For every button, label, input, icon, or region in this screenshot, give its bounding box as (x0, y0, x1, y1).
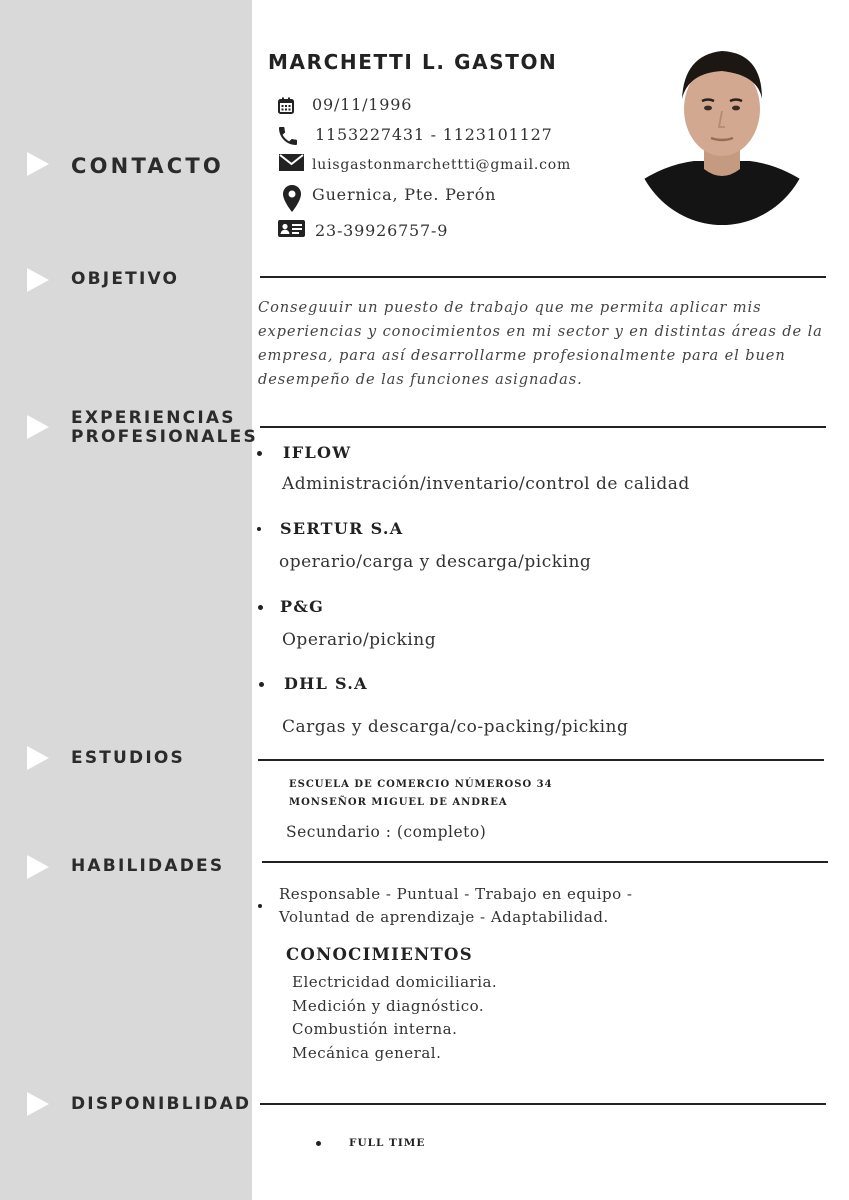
experience-company: DHL S.A (284, 674, 368, 693)
section-arrow-icon (27, 1092, 49, 1116)
experience-company: P&G (280, 597, 325, 616)
knowledge-item: Electricidad domiciliaria. (292, 973, 498, 991)
section-title-studies: ESTUDIOS (71, 748, 185, 768)
location-pin-icon (281, 184, 307, 208)
knowledge-item: Mecánica general. (292, 1044, 442, 1062)
divider (258, 759, 824, 761)
bullet (258, 605, 263, 610)
experience-company: IFLOW (283, 443, 352, 462)
divider (260, 1103, 826, 1105)
school-name-2: MONSEÑOR MIGUEL DE ANDREA (289, 797, 508, 808)
skills-line: Voluntad de aprendizaje - Adaptabilidad. (279, 908, 609, 926)
experience-role: Operario/picking (282, 630, 437, 650)
bullet (257, 527, 261, 531)
bullet (316, 1141, 321, 1146)
study-level: Secundario : (completo) (286, 823, 487, 841)
section-title-skills: HABILIDADES (71, 856, 225, 876)
experience-role: Cargas y descarga/co-packing/picking (282, 717, 629, 737)
calendar-icon (276, 95, 302, 119)
divider (262, 861, 828, 863)
envelope-icon (278, 153, 304, 177)
contact-email: luisgastonmarchettti@gmail.com (312, 157, 572, 173)
section-arrow-icon (27, 415, 49, 439)
knowledge-item: Combustión interna. (292, 1020, 458, 1038)
candidate-name: MARCHETTI L. GASTON (268, 50, 558, 74)
school-name: ESCUELA DE COMERCIO NÚMEROSO 34 (289, 779, 553, 790)
section-arrow-icon (27, 268, 49, 292)
contact-location: Guernica, Pte. Perón (312, 185, 497, 204)
section-arrow-icon (27, 746, 49, 770)
bullet (257, 451, 262, 456)
section-title-contact: CONTACTO (71, 154, 224, 178)
knowledge-title: CONOCIMIENTOS (286, 945, 473, 964)
objective-text: Conseguuir un puesto de trabajo que me permita aplicar mis experiencias y conocimientos en mi sector y en distintas áreas de la empresa, para así desarrollarme profesionalmente para el buen desempeño de las funciones asignadas. (258, 299, 823, 388)
contact-birthdate: 09/11/1996 (312, 95, 413, 114)
bullet (259, 682, 264, 687)
experience-role: Administración/inventario/control de calidad (282, 474, 690, 494)
experience-company: SERTUR S.A (280, 519, 404, 538)
section-title-experience-1: EXPERIENCIAS (71, 408, 236, 428)
divider (260, 426, 826, 428)
section-arrow-icon (27, 855, 49, 879)
availability-value: FULL TIME (349, 1137, 426, 1149)
section-arrow-icon (27, 152, 49, 176)
experience-role: operario/carga y descarga/picking (279, 552, 592, 572)
divider (260, 276, 826, 278)
bullet (258, 904, 262, 908)
section-title-experience-2: PROFESIONALES (71, 427, 258, 447)
contact-id-number: 23-39926757-9 (315, 221, 449, 240)
section-title-availability: DISPONIBLIDAD (71, 1094, 252, 1114)
id-card-icon (277, 219, 303, 243)
section-title-objective: OBJETIVO (71, 269, 180, 289)
sidebar (0, 0, 252, 1200)
knowledge-item: Medición y diagnóstico. (292, 997, 485, 1015)
phone-icon (276, 124, 302, 148)
skills-line: Responsable - Puntual - Trabajo en equipo - (279, 885, 633, 903)
profile-photo (632, 37, 812, 225)
contact-phone: 1153227431 - 1123101127 (315, 125, 553, 144)
